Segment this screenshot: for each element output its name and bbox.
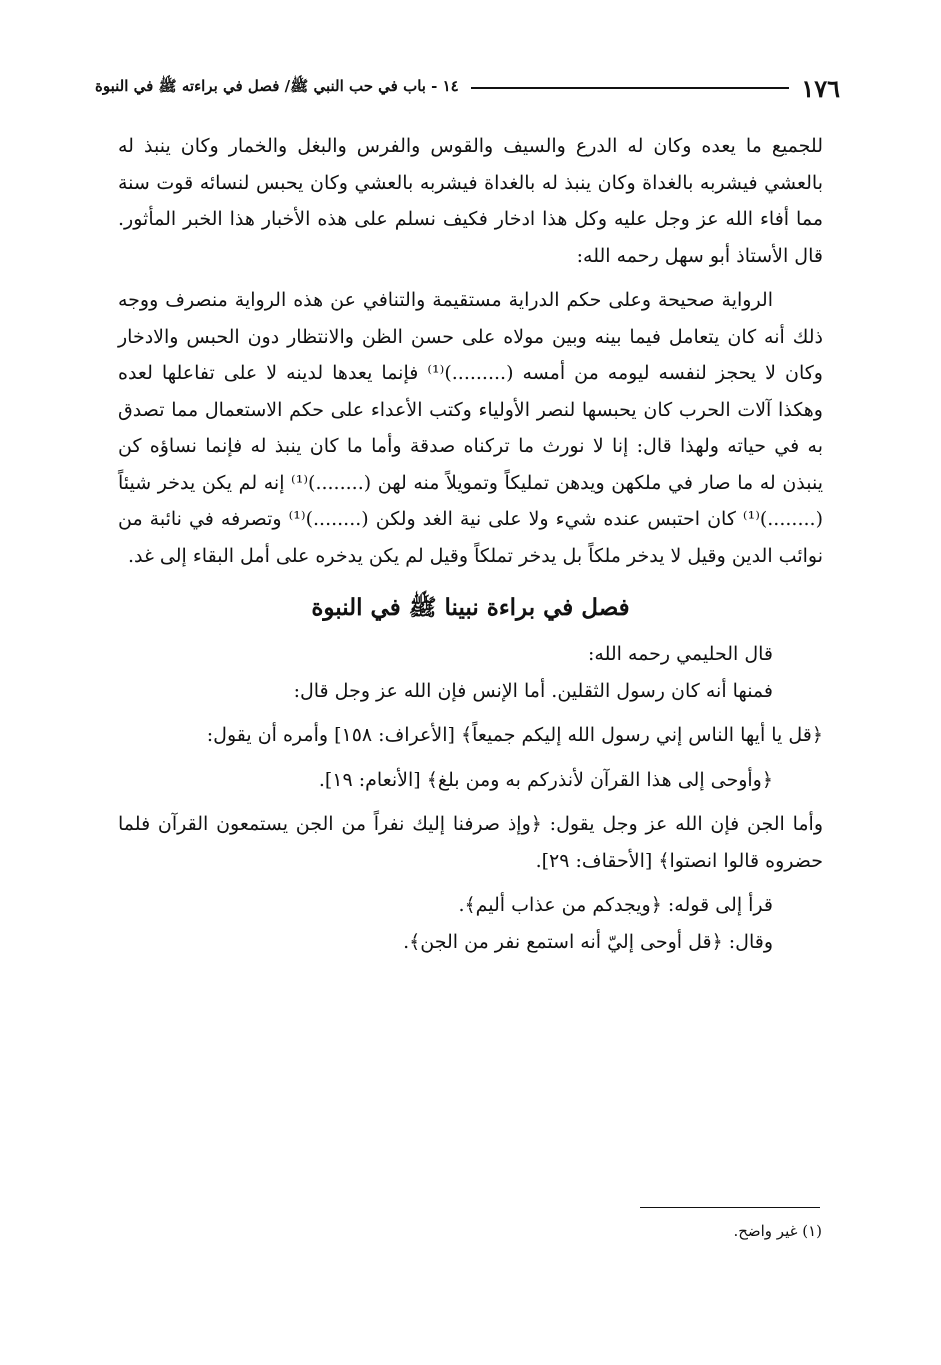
section-paragraph: وقال: ﴿قل أوحى إليّ أنه استمع نفر من الجن﴾. [403, 930, 773, 953]
section-paragraph: فمنها أنه كان رسول الثقلين. أما الإنس فإن الله عز وجل قال: [293, 679, 773, 702]
running-title: ١٤ - باب في حب النبي ﷺ/ فصل في براءته ﷺ في النبوة [95, 77, 459, 95]
header-rule [471, 87, 790, 89]
footnote: (١) غير واضح. [733, 1222, 822, 1240]
main-text [118, 128, 823, 960]
section-paragraph: وأما الجن فإن الله عز وجل يقول: ﴿وإذ صرفنا إليك نفراً من الجن يستمعون القرآن فلما حضروه قالوا انصتوا﴾ [الأحقاف: ٢٩]. [118, 813, 823, 872]
footnote-rule [640, 1207, 820, 1208]
quran-verse-paragraph: ﴿وأوحى إلى هذا القرآن لأنذركم به ومن بلغ﴾ [الأنعام: ١٩]. [318, 768, 773, 791]
section-paragraph: قرأ إلى قوله: ﴿ويجدكم من عذاب أليم﴾. [458, 894, 773, 916]
paragraph-opening: للجميع ما يعده وكان له الدرع والسيف والقوس والفرس والبغل والخمار وكان ينبذ له بالعشي فيشربه بالغداة وكان ينبذ له بالغداة فيشربه بالعشي وكان يحبس لنسائه قوت سنة مما أفاء الله عز وجل عليه وكل هذا ادخار فكيف نسلم على هذه الأخبار هذا الخبر المأثور. قال الأستاذ أبو سهل رحمه الله: [118, 135, 823, 267]
page-header [95, 68, 840, 108]
section-paragraph: قال الحليمي رحمه الله: [587, 643, 773, 665]
quran-verse-paragraph: ﴿قل يا أيها الناس إني رسول الله إليكم جميعاً﴾ [الأعراف: ١٥٨] وأمره أن يقول: [206, 724, 823, 746]
section-heading: فصل في براءة نبينا ﷺ في النبوة [311, 594, 630, 621]
paragraph-riwaya: الرواية صحيحة وعلى حكم الدراية مستقيمة والتنافي عن هذه الرواية منصرف ووجه ذلك أنه كان يتعامل فيما بينه وبين مولاه على حسن الظن والانتظار دون الحبس والادخار وكان لا يحجز لنفسه ليومه من أمسه (.........)⁽¹⁾ فإنما يعدها لدينه لا على تفاعلها لعده وهكذا آلات الحرب كان يحبسها لنصر الأولياء وكتب الأعداء على حكم الاستعمال مما تصدق به في حياته ولهذا قال: إنا لا نورث ما تركناه صدقة وأما ما كان ينبذ له فإنما نساؤه كن ينبذن له ما صار في ملكهن ويدهن تمليكاً وتمويلاً منه لهن (........)⁽¹⁾ إنه لم يكن يدخر شيئاً (........)⁽¹⁾ كان احتبس عنده شيء ولا على نية الغد ولكن (........)⁽¹⁾ وتصرفه في نائبة من نوائب الدين وقيل لا يدخر ملكاً بل يدخر تملكاً وقيل لم يكن يدخره على أمل البقاء إلى غد. [118, 289, 823, 567]
page-number: ١٧٦ [801, 73, 840, 103]
